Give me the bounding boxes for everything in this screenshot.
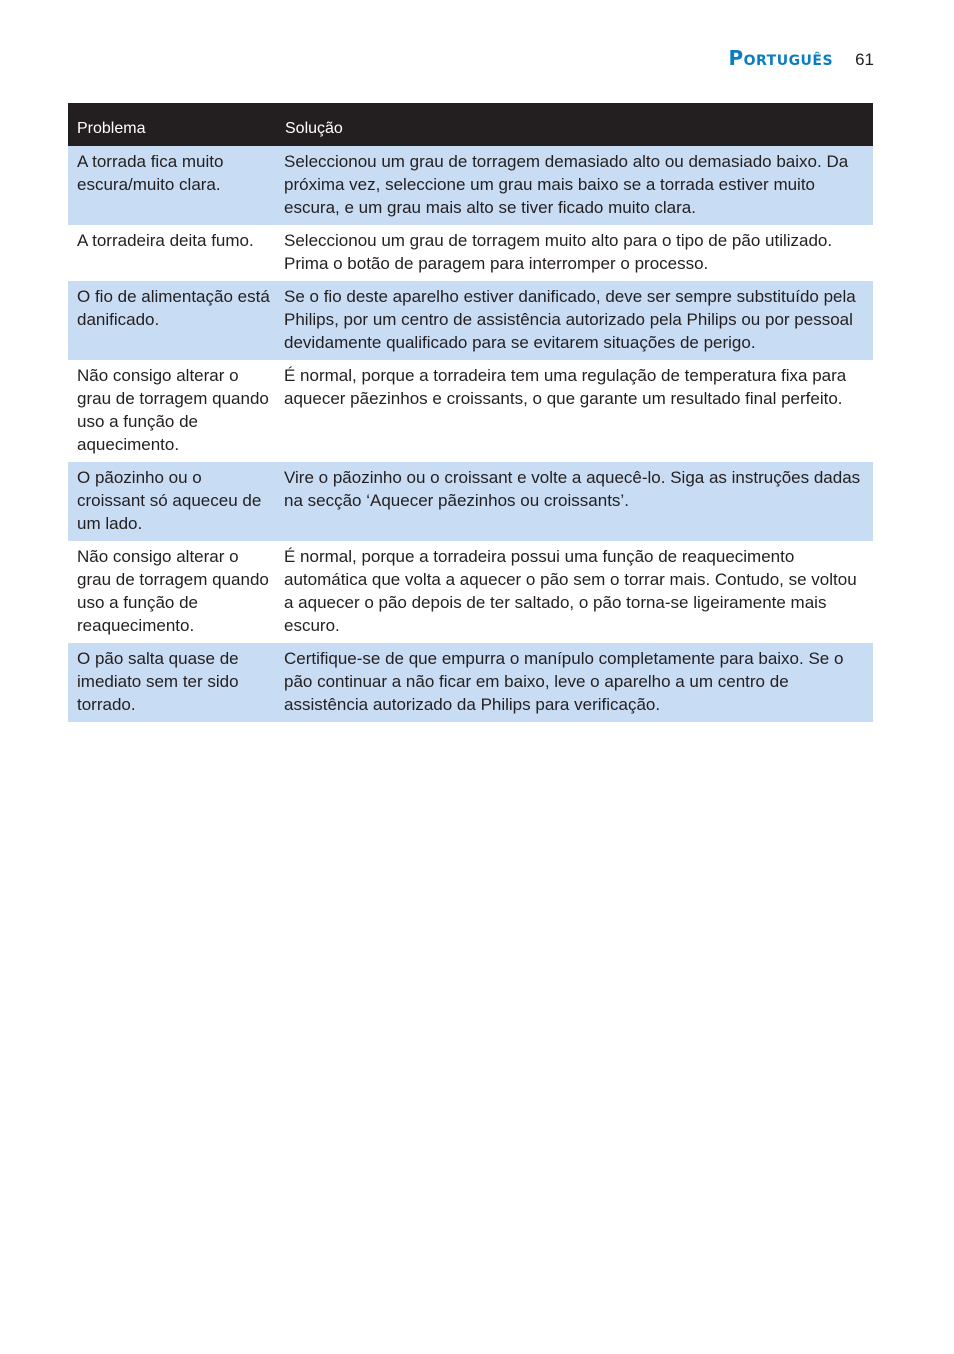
solution-cell: É normal, porque a torradeira possui uma função de reaquecimento automática que volta a aquecer o pão sem o torrar mais. Contudo, se voltou a aquecer o pão depois de ter saltado, o pão torna-se ligeiramente mais escuro.	[284, 547, 857, 635]
table-header	[68, 103, 873, 146]
table-row	[68, 360, 873, 462]
solution-cell: Seleccionou um grau de torragem muito alto para o tipo de pão utilizado. Prima o botão de paragem para interromper o processo.	[284, 231, 833, 273]
column-header-problem: Problema	[77, 120, 146, 137]
problem-cell: Não consigo alterar o grau de torragem quando uso a função de reaquecimento.	[77, 547, 269, 635]
problem-cell: O pãozinho ou o croissant só aqueceu de um lado.	[77, 468, 262, 533]
page-number: 61	[855, 50, 874, 69]
table-row	[68, 462, 873, 541]
problem-cell: A torradeira deita fumo.	[77, 231, 254, 250]
column-header-solution: Solução	[285, 120, 343, 137]
problem-cell: Não consigo alterar o grau de torragem quando uso a função de aquecimento.	[77, 366, 269, 454]
solution-cell: Certifique-se de que empurra o manípulo completamente para baixo. Se o pão continuar a não ficar em baixo, leve o aparelho a um centro de assistência autorizado da Philips para verificação.	[284, 649, 844, 714]
problem-cell: O fio de alimentação está danificado.	[77, 287, 270, 329]
table-row	[68, 146, 873, 225]
solution-cell: Vire o pãozinho ou o croissant e volte a aquecê-lo. Siga as instruções dadas na secção ‘Aquecer pãezinhos ou croissants’.	[284, 468, 861, 510]
page-header	[728, 46, 874, 70]
language-title: Português	[728, 46, 834, 70]
table-header-row	[68, 103, 873, 146]
solution-cell: É normal, porque a torradeira tem uma regulação de temperatura fixa para aquecer pãezinhos e croissants, o que garante um resultado final perfeito.	[284, 366, 847, 408]
solution-cell: Seleccionou um grau de torragem demasiado alto ou demasiado baixo. Da próxima vez, seleccione um grau mais baixo se a torrada estiver muito escura, e um grau mais alto se tiver ficado muito clara.	[284, 152, 849, 217]
table-row	[68, 225, 873, 281]
table-body	[68, 146, 873, 722]
table-row	[68, 541, 873, 643]
problem-cell: A torrada fica muito escura/muito clara.	[77, 152, 224, 194]
problem-cell: O pão salta quase de imediato sem ter sido torrado.	[77, 649, 239, 714]
table-row	[68, 643, 873, 722]
table-row	[68, 281, 873, 360]
troubleshooting-table	[68, 103, 873, 722]
solution-cell: Se o fio deste aparelho estiver danificado, deve ser sempre substituído pela Philips, por um centro de assistência autorizado pela Philips ou por pessoal devidamente qualificado para se evitarem situações de perigo.	[284, 287, 856, 352]
